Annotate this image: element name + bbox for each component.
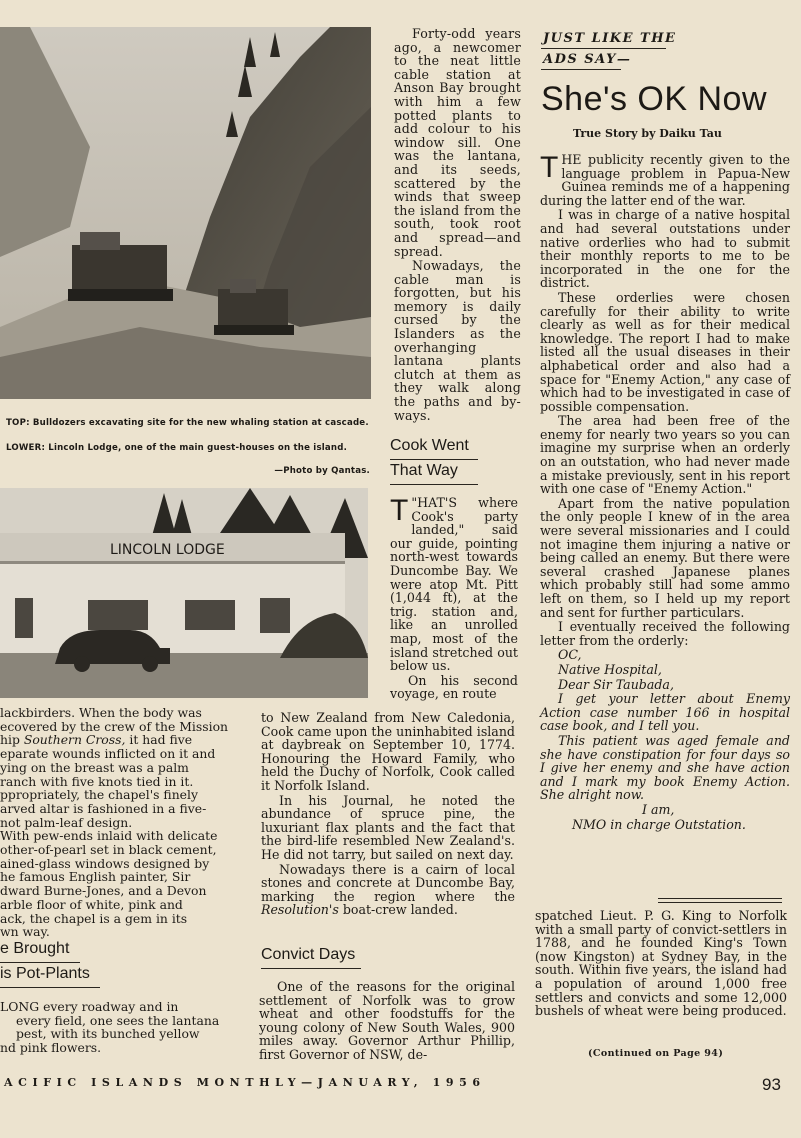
kicker-line-1: JUST LIKE THE xyxy=(543,31,677,46)
convict-paragraph-1: One of the reasons for the original settlement of Norfolk was to grow wheat and other foodstuffs for the young colony of New South Wales, 900 miles away. Governor Arthur Phillip, first Governor of NSW, de- xyxy=(259,979,515,1062)
cook-paragraph-1-text: HAT'S where Cook's party landed," said our guide, pointing north-west towards Duncombe Bay. We were atop Mt. Pitt (1,044 ft), at the trig. station and, like an unrolled map, most of the island stretched out below us. xyxy=(390,495,518,674)
brought-story xyxy=(0,1000,242,1055)
convict-heading: Convict Days xyxy=(261,946,356,963)
brought-heading-rule-2 xyxy=(0,987,100,988)
letter-salutation: Dear Sir Taubada, xyxy=(558,676,674,692)
ok-paragraph-1 xyxy=(540,153,790,207)
chapel-line: ack, the chapel is a gem in its xyxy=(0,910,188,926)
chapel-line: eparate wounds inflicted on it and xyxy=(0,746,216,762)
letter-body-1: I get your letter about Enemy Action case number 166 in hospital case book, and I tell you. xyxy=(540,691,790,734)
cook-heading-line-2: That Way xyxy=(390,462,458,479)
lantana-story xyxy=(394,27,521,423)
brought-line: pest, with its bunched yellow xyxy=(16,1026,200,1042)
brought-line: every field, one sees the lantana xyxy=(16,1012,220,1028)
photo-lincoln-lodge xyxy=(0,488,368,698)
page-number: 93 xyxy=(762,1075,781,1094)
chapel-line: ecovered by the crew of the Mission xyxy=(0,718,229,734)
cook-paragraph-1 xyxy=(390,496,518,673)
cook-heading-line-1: Cook Went xyxy=(390,437,469,454)
chapel-line: ranch with five knots tied in it. xyxy=(0,773,194,789)
chapel-line: wn way. xyxy=(0,924,50,940)
cook-paragraph-4: Nowadays there is a cairn of local stones and concrete at Duncombe Bay, marking the region where the Resolution's boat-crew landed. xyxy=(261,861,515,918)
letter-oc: OC, xyxy=(558,647,582,663)
chapel-line: ppropriately, the chapel's finely xyxy=(0,787,198,803)
ok-paragraph-1-text: HE publicity recently given to the language problem in Papua-New Guinea reminds me of a happening during the latter end of the war. xyxy=(540,152,790,208)
ok-paragraph-2: I was in charge of a native hospital and had several outstations under native orderlies who had to submit their monthly reports to me to be incorporated in the one for the district. xyxy=(540,207,790,291)
chapel-story xyxy=(0,706,242,939)
brought-line: LONG every roadway and in xyxy=(0,999,179,1014)
brought-heading-line-1: e Brought xyxy=(0,940,70,957)
chapel-line: not palm-leaf design. xyxy=(0,814,133,830)
lantana-paragraph-2: Nowadays, the cable man is forgotten, but his memory is daily cursed by the Islanders as the overhanging lantana plants clutch at them as they walk along the paths and by-ways. xyxy=(394,258,521,423)
king-paragraph: spatched Lieut. P. G. King to Norfolk with a small party of convict-settlers in 1788, and he founded King's Town (now Kingston) at Sydney Bay, in the south. Within five years, the island had a population of around 1,000 free settlers and convicts and some 12,000 bushels of wheat were being produced. xyxy=(535,908,787,1019)
cook-story-top xyxy=(390,496,518,702)
footer-magazine-line: ACIFIC ISLANDS MONTHLY—JANUARY, 1956 xyxy=(4,1076,486,1089)
chapel-line: dward Burne-Jones, and a Devon xyxy=(0,883,207,899)
cook-story-bottom xyxy=(261,711,515,918)
bulldozer-scene-image xyxy=(0,27,371,399)
cook-dropcap: T xyxy=(390,494,409,527)
caption-top: TOP: Bulldozers excavating site for the new whaling station at cascade. xyxy=(6,418,369,428)
sign-lincoln-lodge: LINCOLN LODGE xyxy=(110,542,225,558)
ok-paragraph-4: The area had been free of the enemy for nearly two years so you can imagine my surprise when an orderly on an outstation, who had never made a mistake previously, sent in his report with one case of "Enemy Action." xyxy=(540,413,790,497)
story-byline: True Story by Daiku Tau xyxy=(573,127,722,140)
story-title: She's OK Now xyxy=(541,80,768,118)
chapel-line: With pew-ends inlaid with delicate xyxy=(0,828,218,844)
chapel-line: ying on the breast was a palm xyxy=(0,759,189,775)
cook-heading-rule-1 xyxy=(390,459,478,460)
photo-bulldozers xyxy=(0,27,371,399)
chapel-line: arved altar is fashioned in a five- xyxy=(0,800,207,816)
caption-lower: LOWER: Lincoln Lodge, one of the main guest-houses on the island. xyxy=(6,443,348,453)
cook-open-quote: " xyxy=(411,495,418,510)
ok-paragraph-3: These orderlies were chosen carefully for their ability to write clearly as well as for their medical knowledge. The report I had to make listed all the usual diseases in their alphabetical order and also had a space for "Enemy Action," any case of which had to be investigated in case of possible compensation. xyxy=(540,289,790,414)
chapel-line: lackbirders. When the body was xyxy=(0,705,202,720)
cook-paragraph-2a: On his second voyage, en route xyxy=(390,672,518,702)
kicker-rule-1 xyxy=(541,48,666,49)
kicker-line-2: ADS SAY— xyxy=(543,52,632,67)
letter-hospital: Native Hospital, xyxy=(558,661,662,677)
photo-credit: —Photo by Qantas. xyxy=(274,466,370,476)
chapel-line: arble floor of white, pink and xyxy=(0,896,183,912)
convict-story xyxy=(259,980,515,1063)
ok-story-body xyxy=(540,153,790,832)
king-story xyxy=(535,909,787,1019)
cook-paragraph-2b: to New Zealand from New Caledonia, Cook came upon the uninhabited island at daybreak on September 10, 1774. Honouring the Howard Family, who held the Duchy of Norfolk, Cook called it Norfolk Island. xyxy=(261,710,515,793)
ok-paragraph-5: Apart from the native population the only people I knew of in the area were several missionaries and I could not imagine them injuring a native or being called an enemy. But there were several crashed Japanese planes which probably still had some ammo left on them, so I held up my report and sent for further particulars. xyxy=(540,495,790,620)
letter-body-2: This patient was aged female and she have constipation for four days so I give her enemy and she have action and I mark my book Enemy Action. She alright now. xyxy=(540,732,790,803)
section-divider xyxy=(658,898,782,903)
letter-signature: NMO in charge Outstation. xyxy=(572,816,746,832)
cook-heading-rule-2 xyxy=(390,484,478,485)
ok-dropcap: T xyxy=(540,151,559,184)
brought-heading-line-2: is Pot-Plants xyxy=(0,965,90,982)
convict-heading-rule xyxy=(261,968,361,969)
continued-note: (Continued on Page 94) xyxy=(588,1048,724,1059)
chapel-line: ained-glass windows designed by xyxy=(0,855,210,871)
brought-line: nd pink flowers. xyxy=(0,1040,102,1056)
lantana-paragraph-1: Forty-odd years ago, a newcomer to the neat little cable station at Anson Bay brought with him a few potted plants to add colour to his window sill. One was the lantana, and its seeds, scattered by the winds that sweep the island from the south, took root and spread—and spread. xyxy=(394,26,521,259)
cook-paragraph-3: In his Journal, he noted the abundance of spruce pine, the luxuriant flax plants and the fact that the bird-life resembled New Zealand's. He did not tarry, but sailed on next day. xyxy=(261,792,515,862)
chapel-line: other-of-pearl set in black cement, xyxy=(0,842,217,858)
chapel-line: hip Southern Cross, it had five xyxy=(0,732,193,748)
letter-closing: I am, xyxy=(642,801,675,817)
chapel-line: he famous English painter, Sir xyxy=(0,869,191,885)
brought-heading-rule-1 xyxy=(0,962,80,963)
kicker-rule-2 xyxy=(541,69,621,70)
lincoln-lodge-image xyxy=(0,488,368,698)
ok-paragraph-6: I eventually received the following letter from the orderly: xyxy=(540,619,790,648)
